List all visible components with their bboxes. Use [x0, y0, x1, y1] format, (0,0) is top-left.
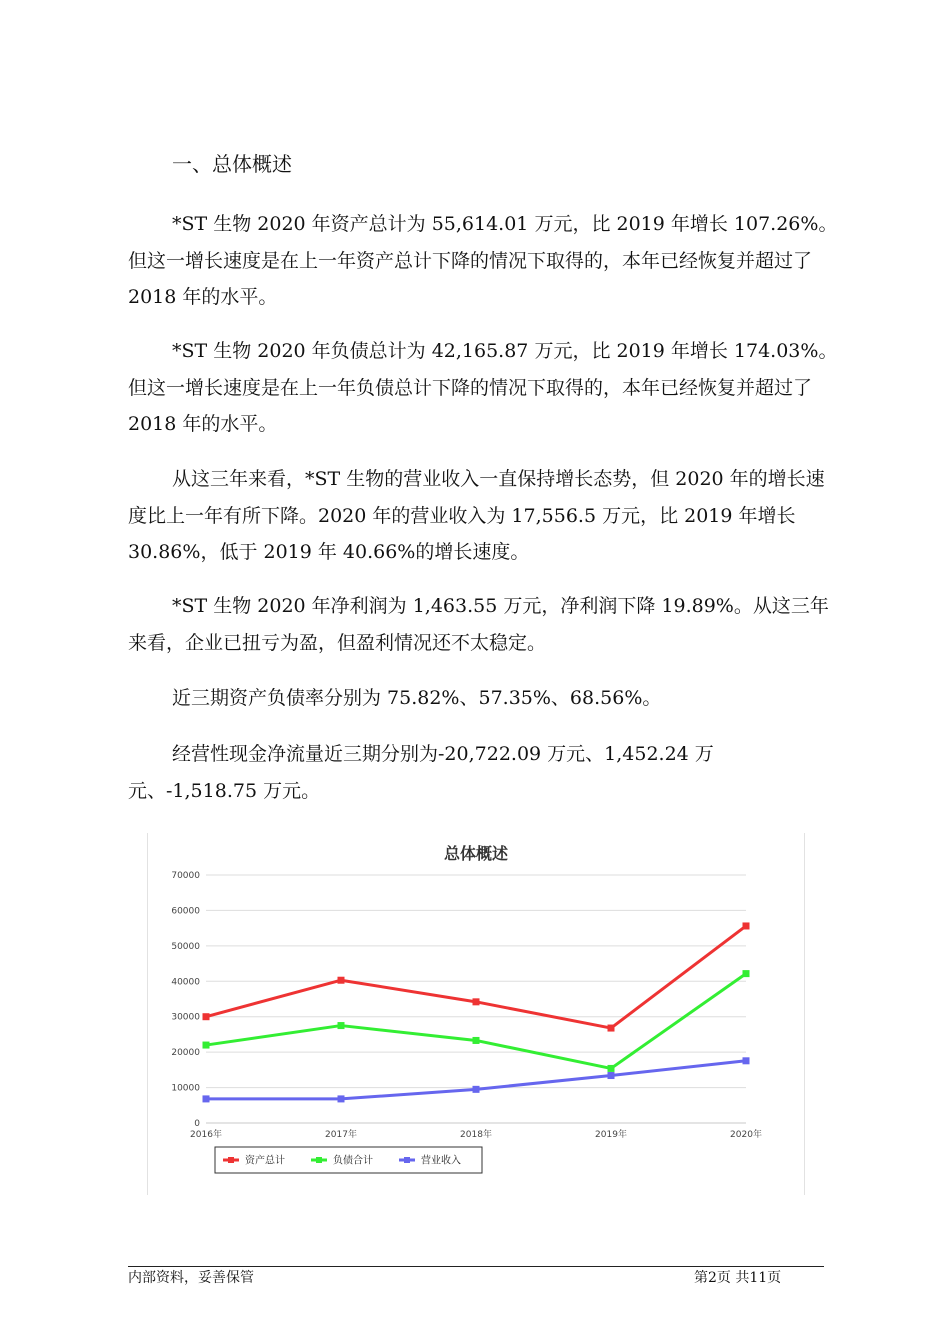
legend-label: 资产总计 — [245, 1155, 285, 1167]
chart-legend — [215, 1147, 482, 1173]
legend-marker — [228, 1157, 234, 1163]
chart-series — [203, 922, 750, 1102]
y-tick-label: 30000 — [171, 1012, 200, 1023]
y-tick-label: 20000 — [171, 1048, 200, 1059]
data-point — [473, 1086, 480, 1093]
section-heading: 一、总体概述 — [172, 152, 292, 176]
chart-y-ticks — [171, 871, 200, 1129]
paragraph-liabilities: *ST 生物 2020 年负债总计为 42,165.87 万元，比 2019 年增长 174.03%。但这一增长速度是在上一年负债总计下降的情况下取得的，本年已经恢复并超过了 2018 年的水平。 — [128, 340, 838, 435]
footer-page-number: 第2页 共11页 — [694, 1270, 782, 1286]
x-tick-label: 2018年 — [460, 1130, 492, 1140]
data-point — [608, 1065, 615, 1072]
series-line — [206, 1061, 746, 1099]
data-point — [338, 977, 345, 984]
data-point — [473, 998, 480, 1005]
overview-chart-svg — [148, 833, 804, 1195]
paragraph-cash-flow: 经营性现金净流量近三期分别为-20,722.09 万元、1,452.24 万元、-1,518.75 万元。 — [128, 743, 714, 802]
paragraph-assets: *ST 生物 2020 年资产总计为 55,614.01 万元，比 2019 年增长 107.26%。但这一增长速度是在上一年资产总计下降的情况下取得的，本年已经恢复并超过了 2018 年的水平。 — [128, 213, 838, 308]
data-point — [608, 1072, 615, 1079]
data-point — [338, 1022, 345, 1029]
overview-chart — [147, 833, 805, 1195]
y-tick-label: 60000 — [171, 906, 200, 917]
data-point — [743, 970, 750, 977]
legend-label: 负债合计 — [333, 1155, 373, 1167]
data-point — [338, 1095, 345, 1102]
x-tick-label: 2017年 — [325, 1130, 357, 1140]
chart-x-ticks — [190, 1128, 762, 1140]
paragraph-debt-ratio: 近三期资产负债率分别为 75.82%、57.35%、68.56%。 — [172, 687, 662, 709]
chart-title: 总体概述 — [443, 844, 509, 863]
x-tick-label: 2020年 — [730, 1130, 762, 1140]
data-point — [473, 1037, 480, 1044]
y-tick-label: 70000 — [171, 871, 200, 881]
paragraph-net-profit: *ST 生物 2020 年净利润为 1,463.55 万元，净利润下降 19.89%。从这三年来看，企业已扭亏为盈，但盈利情况还不太稳定。 — [128, 595, 829, 654]
y-tick-label: 40000 — [171, 977, 200, 988]
x-tick-label: 2016年 — [190, 1130, 222, 1140]
y-tick-label: 0 — [194, 1119, 200, 1129]
data-point — [203, 1095, 210, 1102]
y-tick-label: 50000 — [171, 941, 200, 952]
legend-marker — [404, 1157, 410, 1163]
data-point — [203, 1042, 210, 1049]
paragraph-revenue: 从这三年来看，*ST 生物的营业收入一直保持增长态势，但 2020 年的增长速度比上一年有所下降。2020 年的营业收入为 17,556.5 万元，比 2019 年增长 30.86%，低于 2019 年 40.66%的增长速度。 — [128, 468, 825, 563]
data-point — [743, 1057, 750, 1064]
footer-confidential-note: 内部资料，妥善保管 — [128, 1270, 254, 1286]
footer-divider — [128, 1266, 824, 1267]
legend-label: 营业收入 — [421, 1155, 461, 1167]
series-line — [206, 926, 746, 1028]
data-point — [203, 1013, 210, 1020]
data-point — [743, 922, 750, 929]
x-tick-label: 2019年 — [595, 1130, 627, 1140]
data-point — [608, 1025, 615, 1032]
y-tick-label: 10000 — [171, 1083, 200, 1094]
legend-marker — [316, 1157, 322, 1163]
